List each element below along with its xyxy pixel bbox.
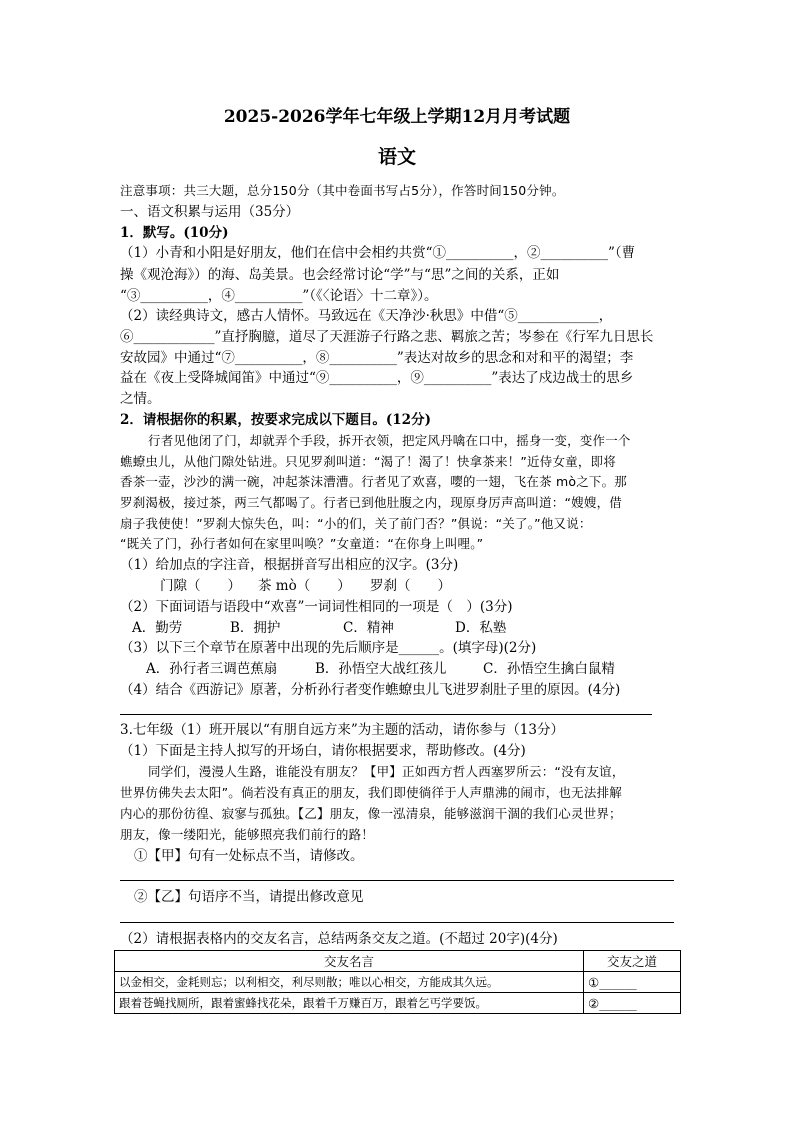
q2-sub1-item: 门隙（ ） <box>160 578 241 594</box>
q2-passage-line: 行者见他闭了门，却就弄个手段，拆开衣领，把定风丹噙在口中，摇身一变，变作一个 <box>148 433 631 448</box>
q1-heading: 1．默写。(10分) <box>120 225 229 241</box>
table-cell-quote: 跟着苍蝇找厕所，跟着蜜蜂找花朵，跟着千万赚百万，跟着乞丐学要饭。 <box>115 993 584 1014</box>
q2-passage-line: “既关了门，孙行者如何在家里叫唤？”女童道：“在你身上叫哩。” <box>120 536 484 551</box>
q2-sub1: （1）给加点的字注音，根据拼音写出相应的汉字。(3分) <box>120 557 459 573</box>
q2-sub2-option: A．勤劳 <box>132 620 183 636</box>
q3-passage-line: 朋友，像一缕阳光，能够照亮我们前行的路！ <box>120 827 375 842</box>
q1-part1-line: 操《观沧海》）的海、岛美景。也会经常讨论“学”与“思”之间的关系，正如 <box>120 267 560 283</box>
q2-sub1-item: 茶 mò（ ） <box>258 578 351 594</box>
table-cell-answer[interactable]: ①______ <box>584 972 681 993</box>
answer-line[interactable] <box>120 880 674 881</box>
q1-part1-line: “③__________，④__________”（《〈论语〉十二章》）。 <box>120 288 438 304</box>
answer-line[interactable] <box>120 922 674 923</box>
table-row <box>115 972 681 993</box>
q2-sub4: （4）结合《西游记》原著，分析孙行者变作蟭蟟虫儿飞进罗刹肚子里的原因。(4分) <box>120 682 621 698</box>
q2-sub3-option: C．孙悟空生擒白鼠精 <box>483 661 615 677</box>
q2-sub3-option: B．孙悟空大战红孩儿 <box>315 661 447 677</box>
friendship-table <box>114 950 681 1014</box>
q1-part2-line: 益在《夜上受降城闻笛》中通过“⑨__________，⑨__________”表达了戍边战士的思乡 <box>120 370 634 386</box>
q3-passage-line: 世界仿佛失去太阳”。倘若没有真正的朋友，我们即使徜徉于人声鼎沸的闹市，也无法排解 <box>120 785 622 800</box>
table-header-row <box>115 951 681 972</box>
table-header: 交友之道 <box>584 951 681 972</box>
q2-sub2: （2）下面词语与语段中“欢喜”一词词性相同的一项是（ ）(3分) <box>120 599 513 615</box>
subject-title: 语文 <box>377 146 416 168</box>
q1-part2-line: 之情。 <box>120 391 161 407</box>
q2-sub1-item: 罗刹（ ） <box>370 578 451 594</box>
q3-passage-line: 同学们，漫漫人生路，谁能没有朋友？【甲】正如西方哲人西塞罗所云：“没有友谊， <box>148 764 625 779</box>
q3-sub2: （2）请根据表格内的交友名言，总结两条交友之道。(不超过 20字)(4分) <box>120 931 558 947</box>
table-header: 交友名言 <box>115 951 584 972</box>
q3-sub1: （1）下面是主持人拟写的开场白，请你根据要求，帮助修改。(4分) <box>120 743 526 759</box>
q3-yi-question: ②【乙】句语序不当，请提出修改意见 <box>134 889 364 905</box>
q1-part2-line: （2）读经典诗文，感古人情怀。马致远在《天净沙·秋思》中借“⑤____________， <box>120 308 613 324</box>
q2-passage-line: 扇子我使使！”罗刹大惊失色，叫：“小的们，关了前门否？”俱说：“关了。”他又说： <box>120 516 592 531</box>
q2-passage-line: 香茶一壶，沙沙的满一碗，冲起茶沫漕漕。行者见了欢喜，嘤的一翅，飞在茶 mò之下。那 <box>120 474 627 489</box>
table-cell-quote: 以金相交，金耗则忘；以利相交，利尽则散；唯以心相交，方能成其久远。 <box>115 972 584 993</box>
q2-sub2-option: D．私塾 <box>455 620 507 636</box>
answer-line[interactable] <box>120 714 652 715</box>
q1-part2-line: ⑥____________”直抒胸臆，道尽了天涯游子行路之悲、羁旅之苦；岑参在《行军九日思长 <box>120 329 654 345</box>
q2-passage-line: 罗刹渴极，接过茶，两三气都喝了。行者已到他肚腹之内，现原身厉声高叫道：“嫂嫂，借 <box>120 495 622 510</box>
section-heading: 一、语文积累与运用（35分） <box>120 204 300 220</box>
q2-sub2-option: B．拥护 <box>230 620 281 636</box>
q2-sub3: （3）以下三个章节在原著中出现的先后顺序是______。(填字母)(2分) <box>120 640 537 656</box>
q2-passage-line: 蟭蟟虫儿，从他门隙处钻进。只见罗刹叫道：“渴了！渴了！快拿茶来！”近侍女童，即将 <box>120 454 616 469</box>
q3-jia-question: ①【甲】句有一处标点不当，请修改。 <box>134 848 364 864</box>
notice-text: 注意事项：共三大题，总分150分（其中卷面书写占5分），作答时间150分钟。 <box>120 183 565 198</box>
table-cell-answer[interactable]: ②______ <box>584 993 681 1014</box>
exam-title: 2025-2026学年七年级上学期12月月考试题 <box>223 107 571 127</box>
q3-passage-line: 内心的那份彷徨、寂寥与孤独。【乙】朋友，像一泓清泉，能够滋润干涸的我们心灵世界； <box>120 806 622 821</box>
q3-heading: 3.七年级（1）班开展以“有朋自远方来”为主题的活动，请你参与（13分） <box>120 722 564 738</box>
q1-part1-line: （1）小青和小阳是好朋友，他们在信中会相约共赏“①__________，②__________”（曹 <box>120 245 636 261</box>
q1-part2-line: 安故园》中通过“⑦__________，⑧__________”表达对故乡的思念和对和平的渴望；李 <box>120 350 634 366</box>
q2-heading: 2．请根据你的积累，按要求完成以下题目。(12分) <box>120 412 431 428</box>
q2-sub3-option: A．孙行者三调芭蕉扇 <box>146 661 278 677</box>
table-row <box>115 993 681 1014</box>
q2-sub2-option: C．精神 <box>343 620 394 636</box>
